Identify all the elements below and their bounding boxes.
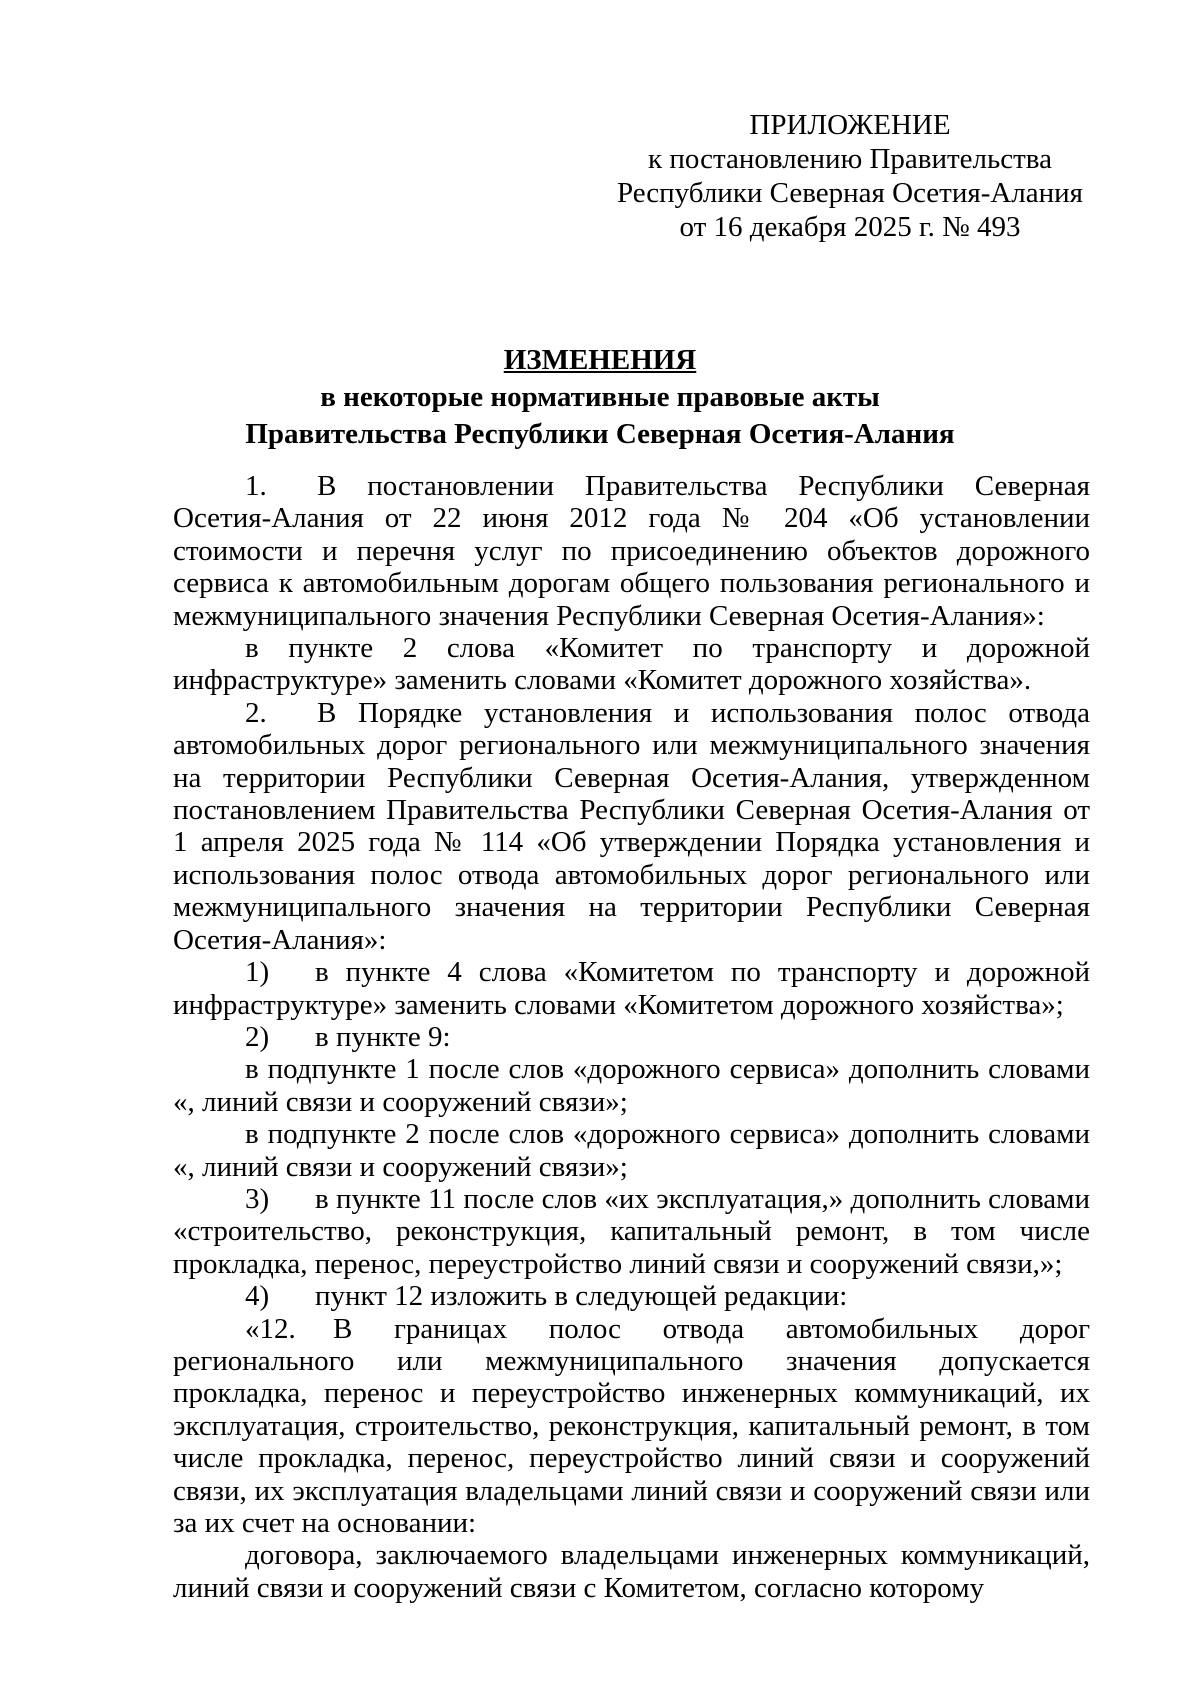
title-subject: в некоторые нормативные правовые акты bbox=[320, 381, 880, 413]
subitem-1-text: в пункте 4 слова «Комитетом по транспорту и дорожной инфраструктуре» заменить словами «Комитетом дорожного хозяйства»; bbox=[173, 956, 1090, 1021]
subitem-3-number: 3) bbox=[245, 1182, 270, 1215]
subitem-1 bbox=[173, 956, 1090, 1021]
subitem-4-text: пункт 12 изложить в следующей редакции: bbox=[315, 1280, 848, 1313]
item-2-number: 2. bbox=[245, 696, 267, 729]
item-1 bbox=[173, 470, 1090, 632]
subitem-2-text: в пункте 9: bbox=[315, 1020, 451, 1053]
appendix-header bbox=[600, 108, 1100, 244]
appendix-label: ПРИЛОЖЕНИЕ bbox=[749, 109, 951, 141]
item-1-text: В постановлении Правительства Республики Северная Осетия-Алания от 22 июня 2012 года № 204 «Об установлении стоимости и перечня услуг по присоединению объектов дорожного сервиса к автомобильным дорогам общего пользования регионального и межмуниципального значения Республики Северная Осетия-Алания»: bbox=[173, 470, 1090, 632]
appendix-date-number: от 16 декабря 2025 г. № 493 bbox=[679, 211, 1021, 243]
subitem-4 bbox=[173, 1280, 1090, 1312]
subitem-2-number: 2) bbox=[245, 1020, 270, 1053]
subitem-2 bbox=[173, 1021, 1090, 1053]
subitem-4-number: 4) bbox=[245, 1280, 270, 1313]
item-1-number: 1. bbox=[245, 470, 267, 502]
subitem-2-b: в подпункте 2 после слов «дорожного сервиса» дополнить словами «, линий связи и сооружений связи»; bbox=[173, 1118, 1090, 1183]
new-paragraph-12 bbox=[173, 1313, 1090, 1540]
paragraph-12-number: «12. bbox=[245, 1312, 296, 1345]
paragraph-12-text: В границах полос отвода автомобильных дорог регионального или межмуниципального значения допускается прокладка, перенос и переустройство инженерных коммуникаций, их эксплуатация, строительство, реконструкция, капитальный ремонт, в том числе прокладка, перенос, переустройство линий связи и сооружений связи, их эксплуатация владельцами линий связи и сооружений связи или за их счет на основании: bbox=[173, 1312, 1090, 1539]
appendix-resolution-ref: к постановлению Правительства bbox=[648, 143, 1052, 175]
item-1-sub: в пункте 2 слова «Комитет по транспорту и дорожной инфраструктуре» заменить словами «Комитет дорожного хозяйства». bbox=[173, 632, 1090, 697]
subitem-3 bbox=[173, 1183, 1090, 1280]
appendix-government: Республики Северная Осетия-Алания bbox=[616, 177, 1084, 209]
subitem-1-number: 1) bbox=[245, 956, 270, 989]
item-2 bbox=[173, 697, 1090, 956]
subitem-2-a: в подпункте 1 после слов «дорожного сервиса» дополнить словами «, линий связи и сооружений связи»; bbox=[173, 1053, 1090, 1118]
title-government: Правительства Республики Северная Осетия-Алания bbox=[245, 418, 955, 450]
item-2-text: В Порядке установления и использования полос отвода автомобильных дорог регионального или межмуниципального значения на территории Республики Северная Осетия-Алания, утвержденном постановлением Правительства Республики Северная Осетия-Алания от 1 апреля 2025 года № 114 «Об утверждении Порядка установления и использования полос отвода автомобильных дорог регионального или межмуниципального значения на территории Республики Северная Осетия-Алания»: bbox=[173, 696, 1090, 956]
document-title bbox=[0, 342, 1200, 453]
title-changes: ИЗМЕНЕНИЯ bbox=[503, 344, 697, 376]
subitem-3-text: в пункте 11 после слов «их эксплуатация,» дополнить словами «строительство, реконструкция, капитальный ремонт, в том числе прокладка, перенос, переустройство линий связи и сооружений связи,»; bbox=[173, 1182, 1090, 1280]
document-body bbox=[173, 470, 1090, 1604]
paragraph-12-contract: договора, заключаемого владельцами инженерных коммуникаций, линий связи и сооружений связи с Комитетом, согласно которому bbox=[173, 1539, 1090, 1604]
